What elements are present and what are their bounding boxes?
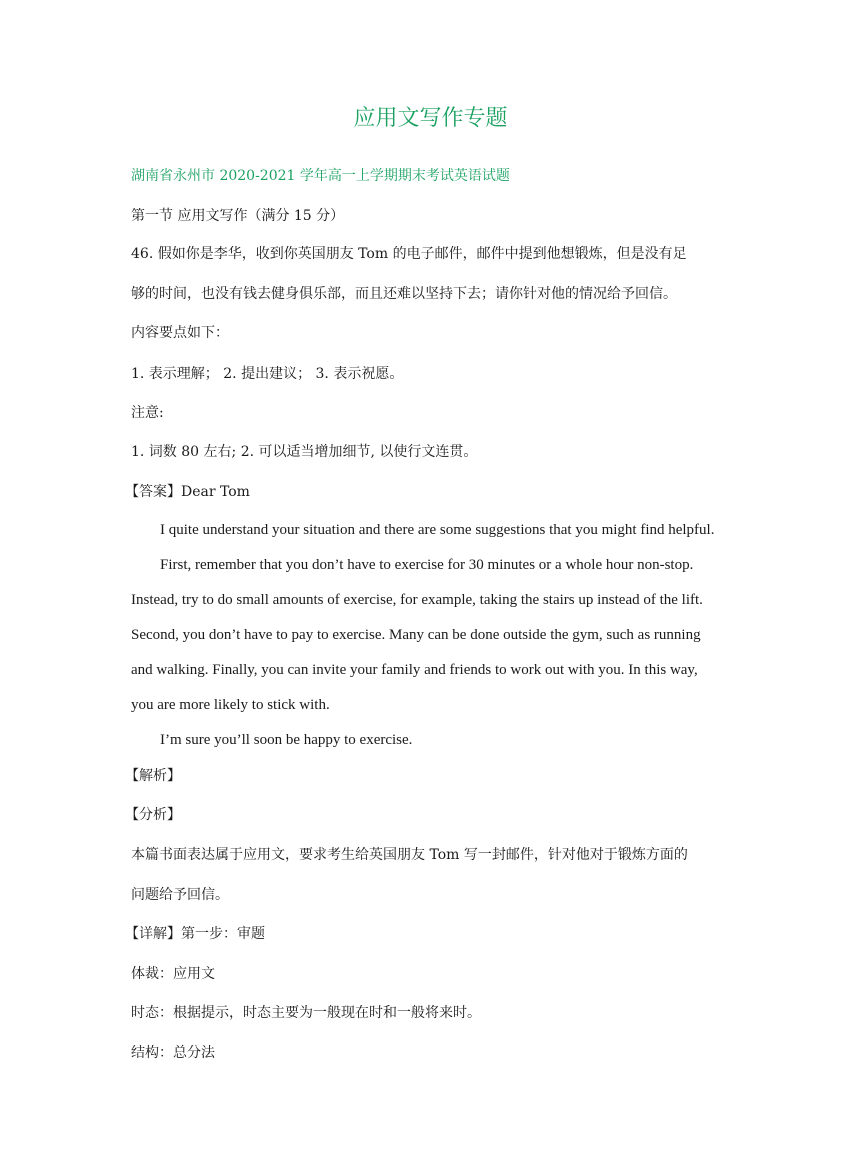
points-label: 内容要点如下： [131, 325, 229, 341]
question-line-2: 够的时间，也没有钱去健身俱乐部，而且还难以坚持下去；请你针对他的情况给予回信。 [131, 286, 677, 302]
note-label: 注意: [131, 405, 164, 421]
fenxi-label: 【分析】 [125, 807, 181, 823]
analysis-label: 【解析】 [125, 768, 181, 784]
points-list: 1. 表示理解； 2. 提出建议； 3. 表示祝愿。 [131, 366, 404, 382]
source-line: 湖南省永州市 2020-2021 学年高一上学期期末考试英语试题 [131, 168, 510, 184]
answer-paragraph-2-line-2: Instead, try to do small amounts of exercise, for example, taking the stairs up instead of the lift. [131, 592, 703, 608]
answer-heading: 【答案】Dear Tom [125, 484, 250, 500]
answer-paragraph-2-line-5: you are more likely to stick with. [131, 697, 330, 713]
answer-paragraph-2-line-3: Second, you don’t have to pay to exercise. Many can be done outside the gym, such as running [131, 627, 701, 643]
answer-paragraph-3: I’m sure you’ll soon be happy to exercise. [160, 732, 413, 748]
answer-paragraph-1: I quite understand your situation and there are some suggestions that you might find helpful. [160, 522, 715, 538]
tense-line: 时态：根据提示，时态主要为一般现在时和一般将来时。 [131, 1005, 481, 1021]
answer-paragraph-2-line-1: First, remember that you don’t have to exercise for 30 minutes or a whole hour non-stop. [160, 557, 694, 573]
page-title: 应用文写作专题 [353, 106, 508, 131]
detail-heading: 【详解】第一步：审题 [125, 926, 265, 942]
fenxi-line-1: 本篇书面表达属于应用文，要求考生给英国朋友 Tom 写一封邮件，针对他对于锻炼方面的 [131, 847, 688, 863]
note-text: 1. 词数 80 左右; 2. 可以适当增加细节, 以使行文连贯。 [131, 444, 478, 460]
genre-line: 体裁：应用文 [131, 966, 215, 982]
question-line-1: 46. 假如你是李华，收到你英国朋友 Tom 的电子邮件，邮件中提到他想锻炼，但是没有足 [131, 246, 687, 262]
answer-paragraph-2-line-4: and walking. Finally, you can invite your family and friends to work out with you. In this way, [131, 662, 698, 678]
section-heading: 第一节 应用文写作（满分 15 分） [131, 208, 345, 224]
structure-line: 结构：总分法 [131, 1045, 215, 1061]
fenxi-line-2: 问题给予回信。 [131, 887, 229, 903]
